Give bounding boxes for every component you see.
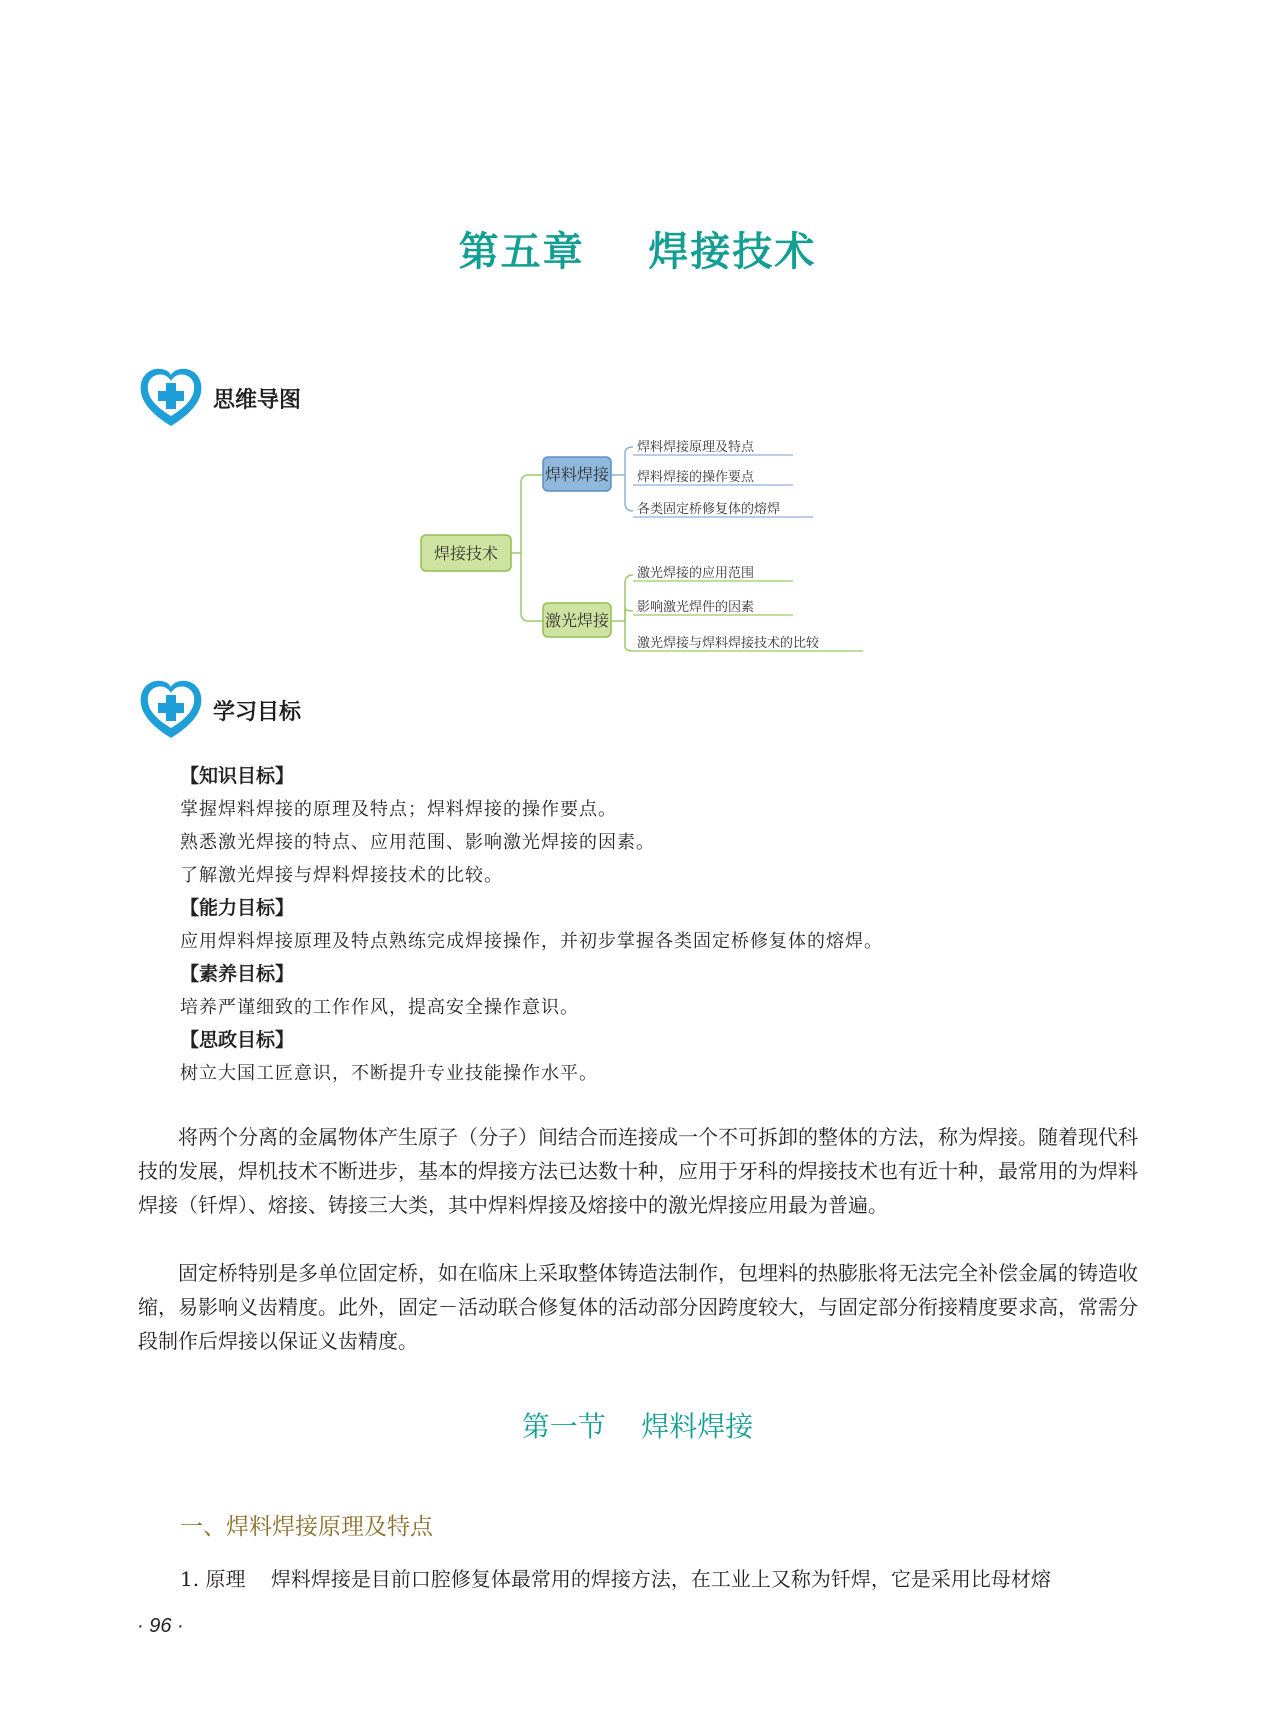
objectives-list — [180, 760, 1140, 1090]
objective-item: 培养严谨细致的工作作风，提高安全操作意识。 — [180, 997, 579, 1018]
subsection-title: 一、焊料焊接原理及特点 — [180, 1514, 433, 1540]
objective-group-label: 【思政目标】 — [180, 1029, 295, 1051]
intro-paragraph: 将两个分离的金属物体产生原子（分子）间结合而连接成一个不可拆卸的整体的方法，称为焊接。随着现代科技的发展，焊机技术不断进步，基本的焊接方法已达数十种，应用于牙科的焊接技术也有近十种，最常用的为焊料焊接（钎焊）、熔接、铸接三大类，其中焊料焊接及熔接中的激光焊接应用最为普遍。 — [138, 1125, 1138, 1217]
mindmap-branch: 激光焊接 — [544, 611, 610, 630]
body-text: 1. 原理 焊料焊接是目前口腔修复体最常用的焊接方法，在工业上又称为钎焊，它是采用比母材熔 — [180, 1567, 1051, 1591]
intro-paragraph: 固定桥特别是多单位固定桥，如在临床上采取整体铸造法制作，包埋料的热膨胀将无法完全补偿金属的铸造收缩，易影响义齿精度。此外，固定－活动联合修复体的活动部分因跨度较大，与固定部分衔接精度要求高，常需分段制作后焊接以保证义齿精度。 — [138, 1261, 1138, 1353]
objective-group-label: 【能力目标】 — [180, 897, 295, 919]
objective-group-label: 【知识目标】 — [180, 765, 295, 787]
objective-item: 掌握焊料焊接的原理及特点；焊料焊接的操作要点。 — [180, 799, 617, 820]
objectives-heading — [137, 678, 301, 742]
objective-item: 应用焊料焊接原理及特点熟练完成焊接操作，并初步掌握各类固定桥修复体的熔焊。 — [180, 931, 883, 952]
mind-map — [415, 425, 885, 665]
chapter-title: 第五章 焊接技术 — [458, 228, 817, 275]
mindmap-heading — [137, 366, 301, 430]
mindmap-leaf: 影响激光焊件的因素 — [637, 600, 755, 615]
mindmap-leaf: 焊料焊接原理及特点 — [637, 440, 755, 455]
mindmap-leaf: 各类固定桥修复体的熔焊 — [637, 502, 781, 517]
objective-item: 熟悉激光焊接的特点、应用范围、影响激光焊接的因素。 — [180, 832, 655, 853]
objective-item: 了解激光焊接与焊料焊接技术的比较。 — [180, 865, 503, 886]
section-title: 第一节 焊料焊接 — [521, 1410, 754, 1443]
mindmap-leaf: 激光焊接的应用范围 — [637, 566, 755, 581]
mindmap-leaf: 焊料焊接的操作要点 — [637, 470, 755, 485]
heart-cross-icon — [137, 678, 205, 742]
page-number: · 96 · — [137, 1615, 184, 1637]
objective-item: 树立大国工匠意识，不断提升专业技能操作水平。 — [180, 1063, 598, 1084]
heart-cross-icon — [137, 366, 205, 430]
mindmap-branch: 焊料焊接 — [544, 465, 610, 484]
mindmap-heading-label: 思维导图 — [213, 387, 302, 413]
objective-group-label: 【素养目标】 — [180, 963, 295, 985]
objectives-heading-label: 学习目标 — [213, 699, 302, 725]
mindmap-leaf: 激光焊接与焊料焊接技术的比较 — [637, 636, 820, 651]
mindmap-root: 焊接技术 — [433, 544, 499, 563]
